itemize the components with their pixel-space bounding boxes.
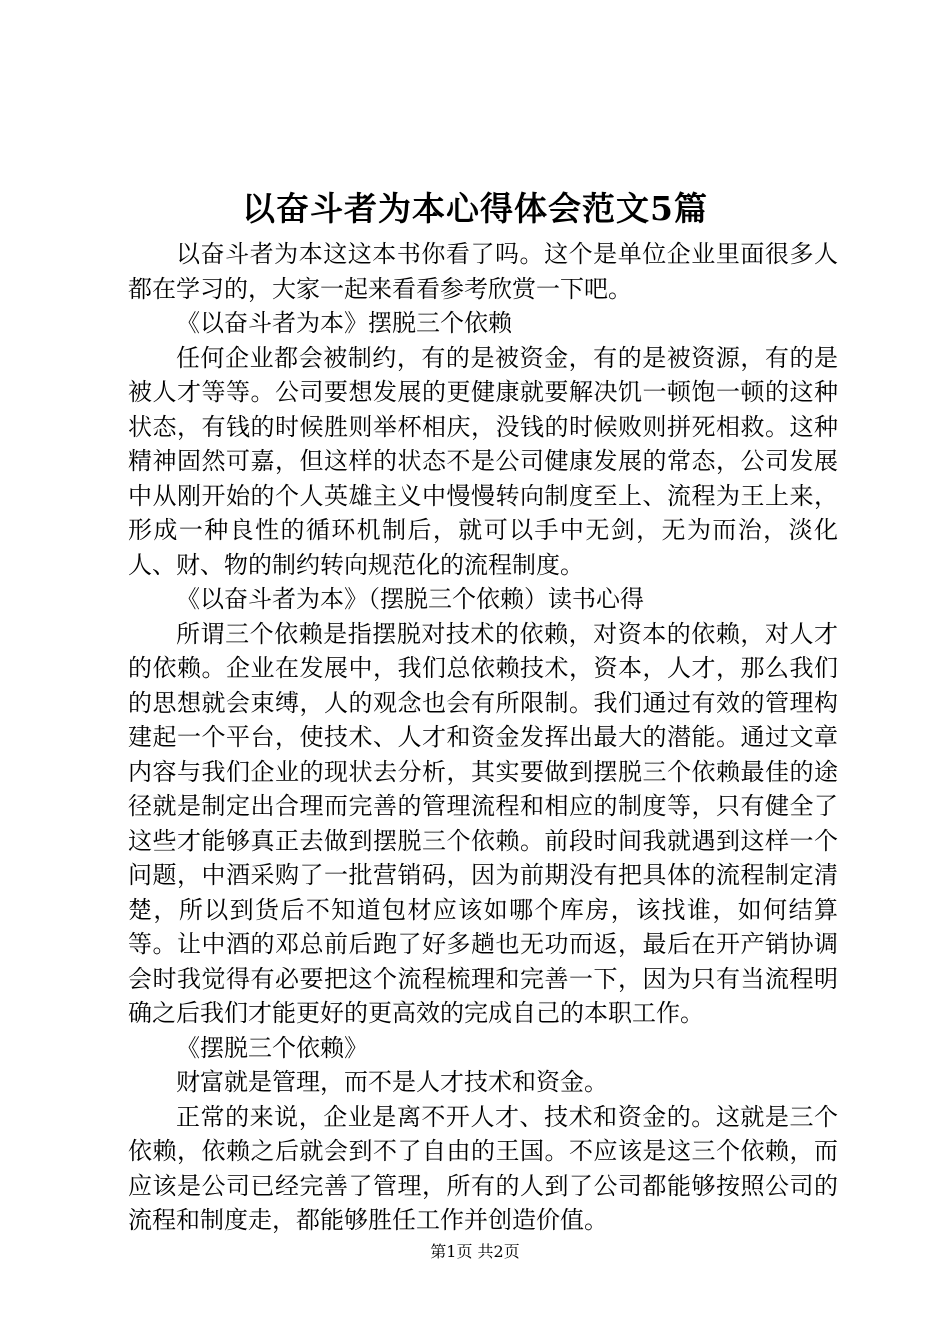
section-heading: 《以奋斗者为本》（摆脱三个依赖）读书心得 [176,585,644,613]
intro-paragraph: 以奋斗者为本这这本书你看了吗。这个是单位企业里面很多人都在学习的，大家一起来看看参考欣赏一下吧。 [128,240,838,303]
section-heading: 《摆脱三个依赖》 [176,1033,368,1062]
section-heading: 《以奋斗者为本》摆脱三个依赖 [176,309,512,337]
document-body [128,237,838,1238]
body-paragraph: 所谓三个依赖是指摆脱对技术的依赖，对资本的依赖，对人才的依赖。企业在发展中，我们总依赖技术，资本，人才，那么我们的思想就会束缚，人的观念也会有所限制。我们通过有效的管理构建起一个平台，使技术、人才和资金发挥出最大的潜能。通过文章内容与我们企业的现状去分析，其实要做到摆脱三个依赖最佳的途径就是制定出合理而完善的管理流程和相应的制度等，只有健全了这些才能够真正去做到摆脱三个依赖。前段时间我就遇到这样一个问题，中酒采购了一批营销码，因为前期没有把具体的流程制定清楚，所以到货后不知道包材应该如哪个库房，该找谁，如何结算等。让中酒的邓总前后跑了好多趟也无功而返，最后在开产销协调会时我觉得有必要把这个流程梳理和完善一下，因为只有当流程明确之后我们才能更好的更高效的完成自己的本职工作。 [128,619,838,1027]
body-paragraph: 正常的来说，企业是离不开人才、技术和资金的。这就是三个依赖，依赖之后就会到不了自由的王国。不应该是这三个依赖，而应该是公司已经完善了管理，所有的人到了公司都能够按照公司的流程和制度走，都能够胜任工作并创造价值。 [128,1102,838,1234]
body-paragraph: 任何企业都会被制约，有的是被资金，有的是被资源，有的是被人才等等。公司要想发展的更健康就要解决饥一顿饱一顿的这种状态，有钱的时候胜则举杯相庆，没钱的时候败则拼死相救。这种精神固然可嘉，但这样的状态不是公司健康发展的常态，公司发展中从刚开始的个人英雄主义中慢慢转向制度至上、流程为王上来，形成一种良性的循环机制后，就可以手中无剑，无为而治，淡化人、财、物的制约转向规范化的流程制度。 [128,343,838,579]
document-title: 以奋斗者为本心得体会范文5篇 [242,189,708,228]
body-paragraph: 财富就是管理，而不是人才技术和资金。 [176,1068,608,1096]
page-number-footer: 第1页 共2页 [430,1242,520,1261]
